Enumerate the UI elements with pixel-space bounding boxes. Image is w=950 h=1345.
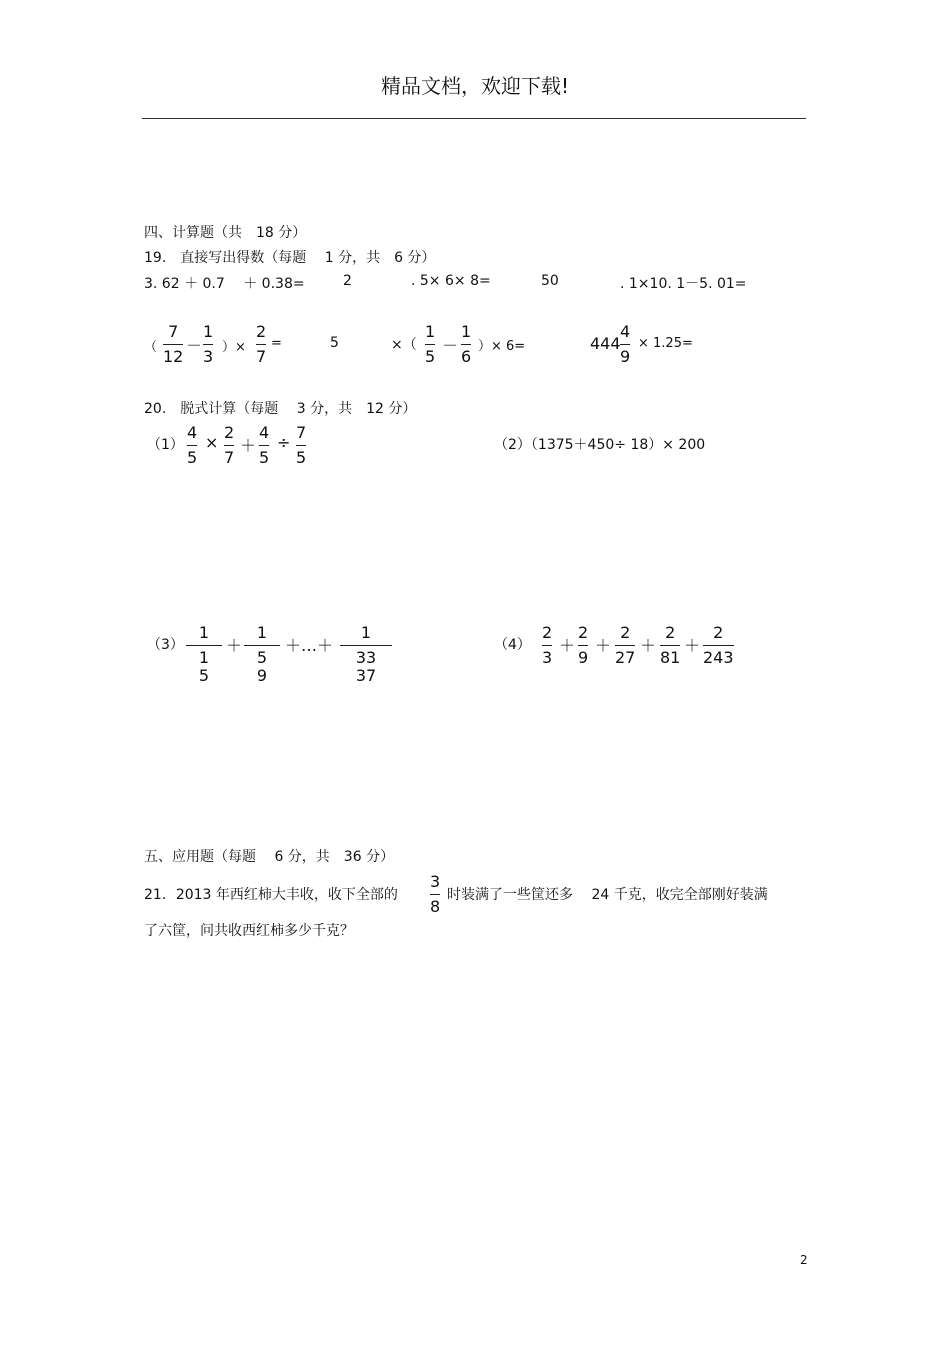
q19-item-2: . 5× 6× 8= — [411, 273, 491, 289]
fraction-2-3 — [542, 624, 552, 667]
fraction-numerator: 4 — [259, 423, 270, 442]
fraction-2-7 — [256, 323, 266, 366]
q19-item-1: 3. 62 ＋ 0.7 ＋ 0.38= — [144, 276, 305, 292]
fraction-denominator: 5 9 — [256, 648, 284, 685]
fraction-bar — [703, 645, 734, 646]
fraction-numerator: 2 — [542, 623, 553, 642]
fraction-denominator: 1 5 — [198, 648, 226, 685]
q19-r2-times-open: ×（ — [391, 337, 417, 353]
fraction-bar — [615, 645, 635, 646]
fraction-4-5 — [259, 424, 269, 467]
fraction-bar — [187, 445, 197, 446]
q20-p4-label: （4） — [494, 637, 531, 653]
fraction-bar — [296, 445, 306, 446]
section-4-title: 四、计算题（共 18 分） — [144, 225, 307, 241]
q19-title: 19. 直接写出得数（每题 1 分，共 6 分） — [144, 250, 436, 266]
fraction-1-over-5x9 — [244, 623, 284, 685]
fraction-numerator: 2 — [224, 423, 235, 442]
q19-item-2-lead: 2 — [343, 273, 352, 289]
fraction-7-5 — [296, 424, 306, 467]
q21-text-post: 时装满了一些筐还多 24 千克，收完全部刚好装满 — [447, 887, 768, 903]
plus-sign: ＋ — [240, 436, 257, 455]
fraction-denominator: 27 — [615, 648, 636, 667]
fraction-numerator: 3 — [430, 872, 441, 891]
fraction-numerator: 1 — [203, 322, 214, 341]
fraction-numerator: 2 — [713, 623, 724, 642]
fraction-bar — [542, 645, 552, 646]
fraction-1-6 — [461, 323, 471, 366]
fraction-numerator: 1 — [461, 322, 472, 341]
fraction-2-9 — [578, 624, 588, 667]
plus-sign: ＋ — [226, 636, 243, 655]
fraction-3-8 — [430, 873, 440, 916]
q20-p2-expression: （2）（1375＋450÷ 18）× 200 — [494, 437, 706, 453]
fraction-numerator: 2 — [256, 322, 267, 341]
q20-p3-label: （3） — [147, 637, 184, 653]
plus-sign: ＋ — [640, 636, 657, 655]
fraction-denominator: 7 — [256, 347, 267, 366]
plus-sign: ＋ — [595, 636, 612, 655]
plus-ellipsis-plus: ＋…＋ — [285, 636, 334, 655]
fraction-2-81 — [660, 624, 680, 667]
fraction-denominator: 9 — [620, 347, 631, 366]
fraction-bar — [461, 344, 471, 345]
fraction-numerator: 4 — [620, 322, 631, 341]
plus-sign: ＋ — [559, 636, 576, 655]
q21-text-line2: 了六筐，问共收西红柿多少千克？ — [144, 923, 354, 939]
fraction-bar — [660, 645, 680, 646]
q21-text-pre: 21．2013 年西红柿大丰收，收下全部的 — [144, 887, 398, 903]
fraction-denominator: 3 — [203, 347, 214, 366]
fraction-denominator: 5 — [187, 448, 198, 467]
fraction-denominator: 7 — [224, 448, 235, 467]
fraction-denominator: 5 — [259, 448, 270, 467]
fraction-numerator: 1 — [360, 623, 372, 642]
equals-sign: = — [271, 336, 282, 351]
fraction-numerator: 2 — [578, 623, 589, 642]
fraction-numerator: 2 — [665, 623, 676, 642]
fraction-bar — [224, 445, 234, 446]
minus-sign: － — [186, 336, 203, 355]
fraction-1-over-1x5 — [186, 623, 226, 685]
fraction-4-5 — [187, 424, 197, 467]
plus-sign: ＋ — [684, 636, 701, 655]
fraction-denominator: 5 — [425, 347, 436, 366]
q19-r2-paren-close: ）× — [222, 340, 246, 355]
fraction-2-7 — [224, 424, 234, 467]
fraction-bar — [430, 894, 440, 895]
page-number: 2 — [800, 1253, 808, 1267]
fraction-numerator: 1 — [256, 623, 268, 642]
mixed-number-whole: 444 — [590, 334, 621, 353]
fraction-2-27 — [615, 624, 635, 667]
fraction-denominator: 81 — [660, 648, 681, 667]
fraction-numerator: 7 — [168, 322, 179, 341]
fraction-bar — [244, 645, 280, 646]
fraction-bar — [186, 645, 222, 646]
minus-sign: － — [442, 336, 459, 355]
fraction-numerator: 1 — [198, 623, 210, 642]
fraction-bar — [256, 344, 266, 345]
fraction-bar — [259, 445, 269, 446]
fraction-numerator: 7 — [296, 423, 307, 442]
fraction-denominator: 12 — [163, 347, 184, 366]
fraction-7-12 — [163, 323, 183, 366]
fraction-1-3 — [203, 323, 213, 366]
q19-r2-five: 5 — [330, 335, 339, 351]
fraction-denominator: 9 — [578, 648, 589, 667]
fraction-numerator: 2 — [620, 623, 631, 642]
q19-item-3-lead: 50 — [541, 273, 559, 289]
times-sign: × — [205, 433, 219, 452]
fraction-denominator: 8 — [430, 897, 441, 916]
fraction-numerator: 4 — [187, 423, 198, 442]
fraction-1-over-33x37 — [340, 624, 392, 685]
fraction-2-243 — [703, 624, 734, 667]
section-5-title: 五、应用题（每题 6 分，共 36 分） — [144, 849, 395, 865]
q19-item-3: . 1×10. 1－5. 01= — [620, 276, 747, 292]
q19-r2-paren-open: （ — [144, 340, 158, 355]
fraction-bar — [578, 645, 588, 646]
q19-r2-tail: × 1.25= — [638, 336, 693, 351]
fraction-bar — [340, 645, 392, 646]
fraction-1-5 — [425, 323, 435, 366]
fraction-numerator: 1 — [425, 322, 436, 341]
fraction-bar — [203, 344, 213, 345]
fraction-denominator: 243 — [703, 648, 734, 667]
fraction-bar — [163, 344, 183, 345]
q20-title: 20. 脱式计算（每题 3 分，共 12 分） — [144, 401, 417, 417]
fraction-denominator: 5 — [296, 448, 307, 467]
page-header-title: 精品文档，欢迎下载! — [380, 74, 570, 98]
q20-p1-label: （1） — [147, 437, 184, 453]
fraction-bar — [620, 344, 630, 345]
fraction-bar — [425, 344, 435, 345]
fraction-denominator: 6 — [461, 347, 472, 366]
divide-sign: ÷ — [277, 433, 291, 452]
q19-r2-close-times-6: ）× 6= — [478, 339, 526, 354]
fraction-denominator: 33 37 — [355, 648, 393, 685]
fraction-denominator: 3 — [542, 648, 553, 667]
fraction-4-9 — [620, 323, 630, 366]
header-rule — [142, 118, 806, 119]
